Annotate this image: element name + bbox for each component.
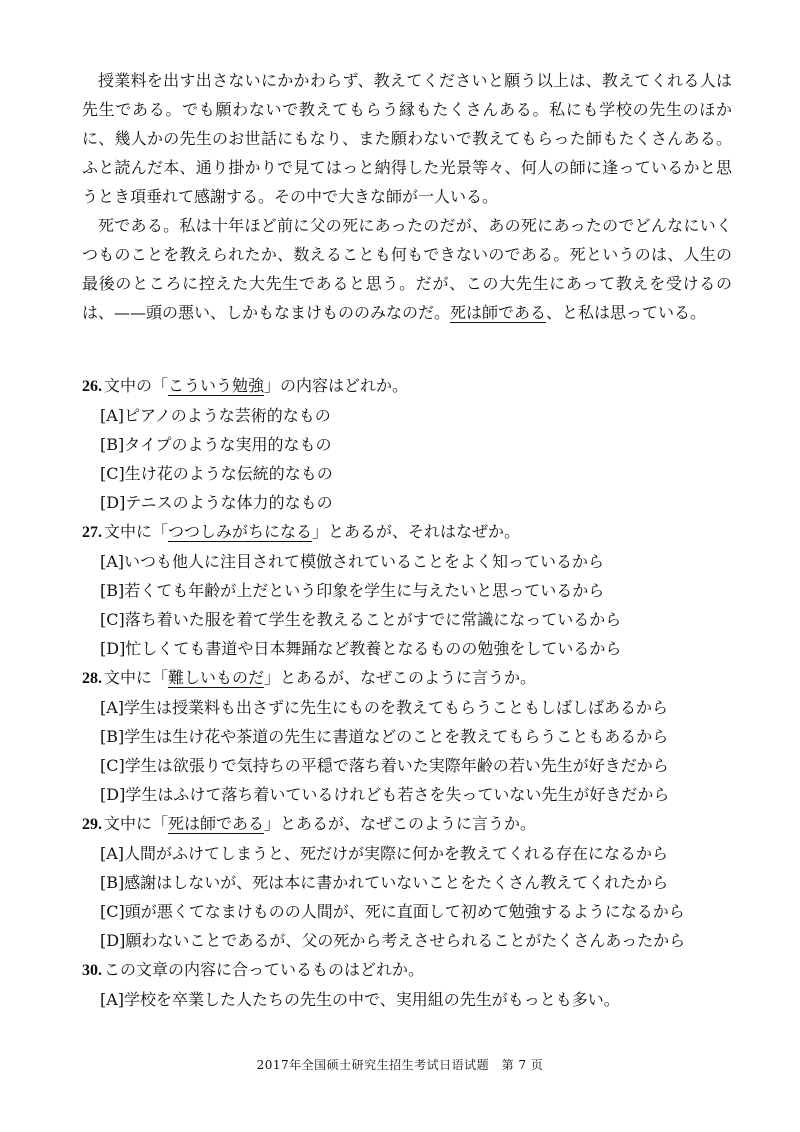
- option-a: [A]学校を卒業した人たちの先生の中で、実用組の先生がもっとも多い。: [100, 990, 620, 1009]
- option-c: [C]落ち着いた服を着て学生を教えることがすでに常識になっているから: [100, 610, 622, 629]
- question-stem-text: 文中に「: [104, 522, 169, 541]
- question-stem-text: 文中の「: [104, 376, 169, 395]
- option-d: [D]テニスのような体力的なもの: [100, 493, 333, 512]
- quoted-phrase: こういう勉強: [168, 376, 265, 395]
- question-stem: [82, 955, 732, 985]
- option-c: [C]学生は欲張りで気持ちの平穏で落ち着いた実際年齢の若い先生が好きだから: [100, 756, 669, 775]
- reading-passage: [82, 66, 732, 327]
- option-b: [B]学生は生け花や茶道の先生に書道などのことを教えてもらうこともあるから: [100, 727, 669, 746]
- question-stem-tail: 」とあるが、なぜこのように言うか。: [264, 814, 537, 833]
- passage-paragraph-2-text: 死である。私は十年ほど前に父の死にあったのだが、あの死にあったのでどんなにいくつものことを教えられたか、数えることも何もできないのである。死というのは、人生の最後のところに控えた大先生であると思う。だが、この大先生にあって教えを受けるのは、——頭の悪い、しかもなまけもののみなのだ。: [82, 216, 732, 322]
- option-a: [A]人間がふけてしまうと、死だけが実際に何かを教えてくれる存在になるから: [100, 844, 669, 863]
- question-list: [82, 371, 732, 1014]
- question-28: [82, 663, 732, 809]
- question-number: 28.: [82, 670, 102, 687]
- page-footer: 2017年全国硕士研究生招生考试日语试题 第 7 页: [256, 1058, 544, 1072]
- option-b: [B]若くても年齢が上だという印象を学生に与えたいと思っているから: [100, 581, 605, 600]
- question-stem-text: 文中に「: [104, 814, 169, 833]
- option-d: [D]忙しくても書道や日本舞踊など教養となるものの勉強をしているから: [100, 639, 622, 658]
- underlined-phrase: 死は師である: [450, 303, 547, 322]
- option-d: [D]学生はふけて落ち着いているけれども若さを失っていない先生が好きだから: [100, 785, 670, 804]
- question-number: 30.: [82, 962, 102, 979]
- answer-options: [82, 547, 732, 663]
- question-stem-tail: 」とあるが、なぜこのように言うか。: [264, 668, 537, 687]
- quoted-phrase: 難しいものだ: [168, 668, 265, 687]
- option-c: [C]頭が悪くてなまけものの人間が、死に直面して初めて勉強するようになるから: [100, 902, 685, 921]
- quoted-phrase: つつしみがちになる: [168, 522, 313, 541]
- question-29: [82, 809, 732, 955]
- question-number: 27.: [82, 524, 102, 541]
- question-stem: [82, 517, 732, 547]
- question-number: 29.: [82, 816, 102, 833]
- answer-options: [82, 839, 732, 955]
- question-stem: [82, 371, 732, 401]
- question-stem-tail: 」とあるが、それはなぜか。: [312, 522, 521, 541]
- passage-paragraph-1: 授業料を出す出さないにかかわらず、教えてくださいと願う以上は、教えてくれる人は先生である。でも願わないで教えてもらう縁もたくさんある。私にも学校の先生のほかに、幾人かの先生のお世話にもなり、また願わないで教えてもらった師もたくさんある。ふと読んだ本、通り掛かりで見てはっと納得した光景等々、何人の師に逢っているかと思うとき項垂れて感謝する。その中で大きな師が一人いる。: [82, 71, 732, 206]
- question-stem-text: 文中に「: [104, 668, 169, 687]
- question-stem-tail: 」の内容はどれか。: [264, 376, 409, 395]
- question-stem-text: この文章の内容に合っているものはどれか。: [104, 960, 425, 979]
- quoted-phrase: 死は師である: [168, 814, 265, 833]
- question-26: [82, 371, 732, 517]
- question-stem: [82, 809, 732, 839]
- option-c: [C]生け花のような伝統的なもの: [100, 464, 333, 483]
- option-b: [B]タイプのような実用的なもの: [100, 435, 332, 454]
- question-stem: [82, 663, 732, 693]
- question-30: [82, 955, 732, 1014]
- option-a: [A]ピアノのような芸術的なもの: [100, 406, 331, 425]
- passage-paragraph-2-tail: 、と私は思っている。: [546, 303, 707, 322]
- option-a: [A]いつも他人に注目されて模倣されていることをよく知っているから: [100, 552, 605, 571]
- option-d: [D]願わないことであるが、父の死から考えさせられることがたくさんあったから: [100, 931, 686, 950]
- answer-options: [82, 693, 732, 809]
- answer-options: [82, 985, 732, 1014]
- question-number: 26.: [82, 378, 102, 395]
- option-b: [B]感謝はしないが、死は本に書かれていないことをたくさん教えてくれたから: [100, 873, 669, 892]
- question-27: [82, 517, 732, 663]
- answer-options: [82, 401, 732, 517]
- passage-paragraph-2: [82, 211, 732, 327]
- option-a: [A]学生は授業料も出さずに先生にものを教えてもらうこともしばしばあるから: [100, 698, 669, 717]
